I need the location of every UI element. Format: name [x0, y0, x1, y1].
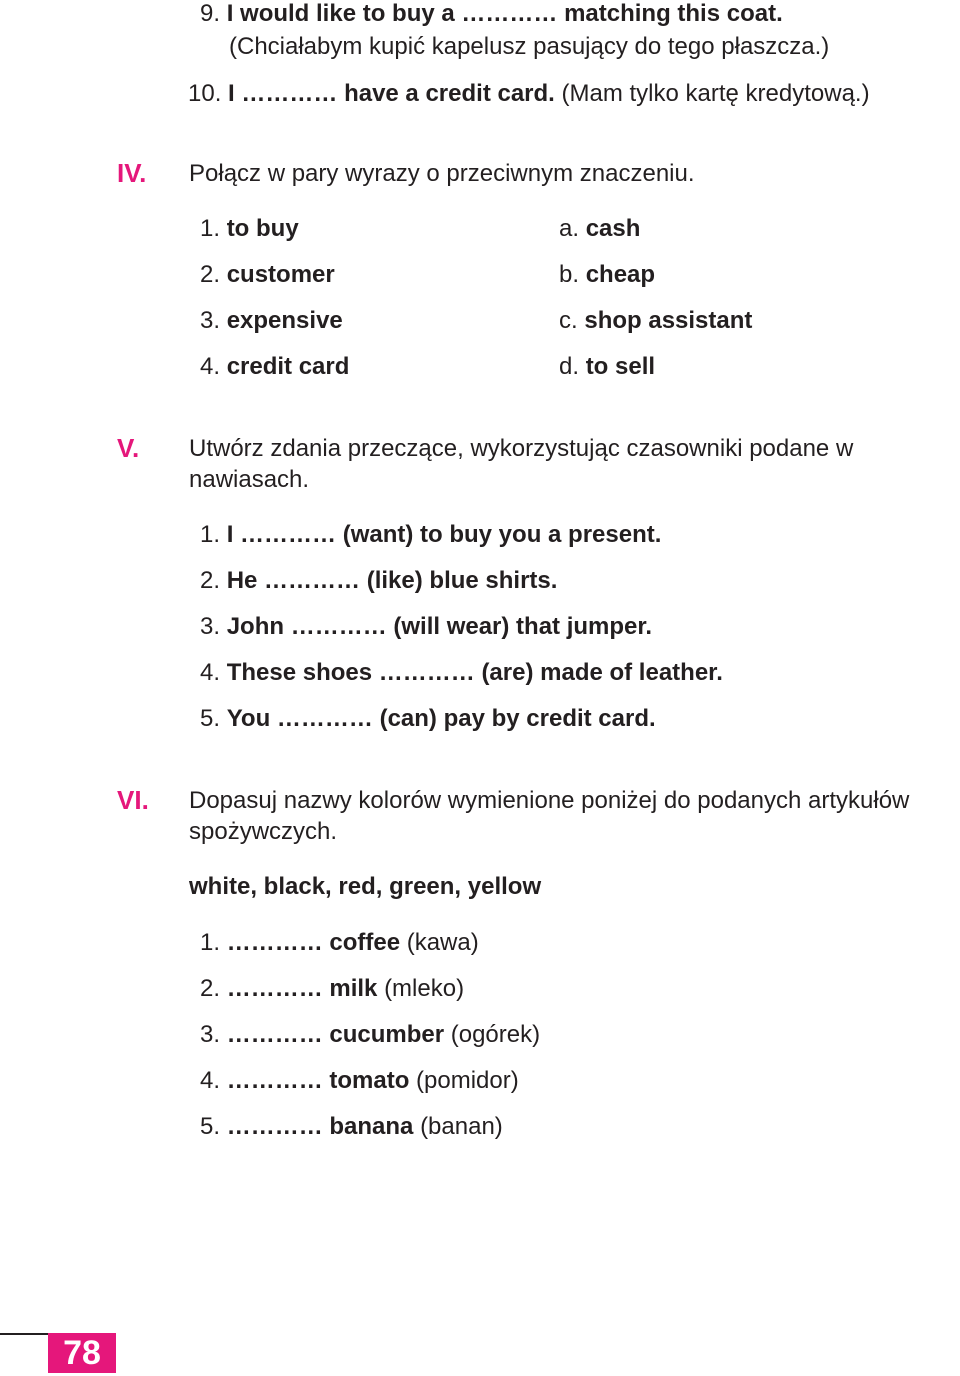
page-number-rule	[0, 1333, 48, 1335]
section-v-instruction: Utwórz zdania przeczące, wykorzystując czasowniki podane w nawiasach.	[189, 435, 854, 493]
food-item-2: 2. ………… milk (mleko)	[200, 975, 465, 1002]
match-right-b: b. cheap	[559, 261, 656, 288]
section-number-v: V.	[117, 433, 140, 463]
section-number-iv: IV.	[117, 158, 147, 188]
answer-blank[interactable]: …………	[226, 1113, 323, 1140]
food-item-4: 4. ………… tomato (pomidor)	[200, 1067, 519, 1094]
answer-blank[interactable]: …………	[226, 1067, 323, 1094]
sentence-end: matching this coat.	[564, 0, 783, 27]
answer-blank[interactable]: …………	[461, 0, 558, 27]
answer-blank[interactable]: …………	[226, 975, 323, 1002]
sentence-item-5: 5. You ………… (can) pay by credit card.	[200, 705, 656, 732]
match-left-1: 1. to buy	[200, 215, 299, 242]
item-number: 10.	[188, 80, 222, 107]
match-left-2: 2. customer	[200, 261, 335, 288]
match-right-d: d. to sell	[559, 353, 656, 380]
food-item-5: 5. ………… banana (banan)	[200, 1113, 503, 1140]
match-left-3: 3. expensive	[200, 307, 343, 334]
section-number-vi: VI.	[117, 785, 149, 815]
translation-9: (Chciałabym kupić kapelusz pasujący do tego płaszcza.)	[229, 33, 830, 60]
sentence-end: have a credit card.	[344, 80, 555, 107]
match-right-a: a. cash	[559, 215, 641, 242]
item-number: 9.	[200, 0, 221, 27]
sentence-item-1: 1. I ………… (want) to buy you a present.	[200, 521, 662, 548]
answer-blank[interactable]: …………	[276, 705, 373, 732]
answer-blank[interactable]: …………	[378, 659, 475, 686]
sentence-item-3: 3. John ………… (will wear) that jumper.	[200, 613, 653, 640]
page-number: 78	[48, 1333, 116, 1373]
match-right-c: c. shop assistant	[559, 307, 753, 334]
match-left-4: 4. credit card	[200, 353, 350, 380]
food-item-1: 1. ………… coffee (kawa)	[200, 929, 479, 956]
food-item-3: 3. ………… cucumber (ogórek)	[200, 1021, 541, 1048]
section-vi-instruction: Dopasuj nazwy kolorów wymienione poniżej do podanych artykułów spożywczych.	[189, 787, 910, 845]
exercise-item-9	[200, 0, 783, 28]
answer-blank[interactable]: …………	[290, 613, 387, 640]
sentence-start: I	[228, 80, 235, 107]
answer-blank[interactable]: …………	[264, 567, 361, 594]
sentence-start: I would like to buy a	[226, 0, 455, 27]
exercise-item-10	[188, 80, 870, 108]
color-word-bank: white, black, red, green, yellow	[189, 873, 542, 900]
answer-blank[interactable]: …………	[241, 80, 338, 107]
answer-blank[interactable]: …………	[240, 521, 337, 548]
sentence-item-4: 4. These shoes ………… (are) made of leather.	[200, 659, 723, 686]
answer-blank[interactable]: …………	[226, 929, 323, 956]
translation-10: (Mam tylko kartę kredytową.)	[561, 80, 870, 107]
section-iv-instruction: Połącz w pary wyrazy o przeciwnym znaczeniu.	[189, 160, 695, 187]
answer-blank[interactable]: …………	[226, 1021, 323, 1048]
sentence-item-2: 2. He ………… (like) blue shirts.	[200, 567, 558, 594]
